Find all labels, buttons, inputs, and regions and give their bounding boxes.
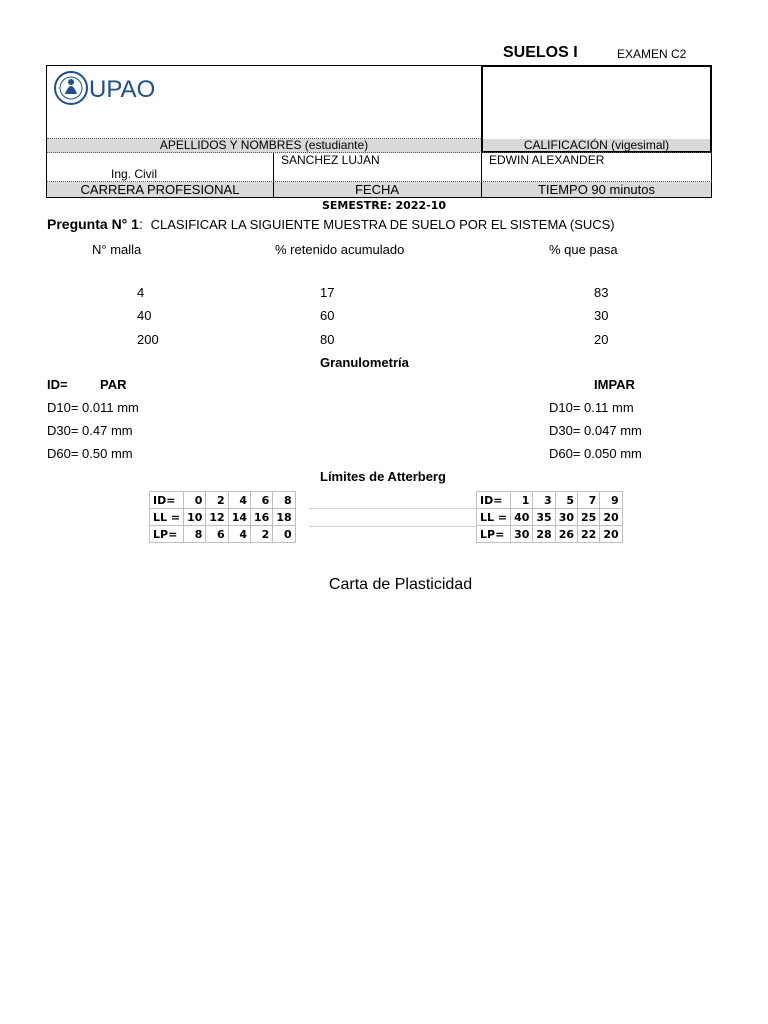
table-cell: 1 [511, 492, 533, 509]
id-row-label: ID= [150, 492, 184, 509]
ll-row-label: LL = [477, 509, 511, 526]
divider [309, 526, 477, 527]
table-cell: 4 [228, 526, 250, 543]
table-cell: 14 [228, 509, 250, 526]
table-cell: 22 [578, 526, 600, 543]
par-d30: D30= 0.47 mm [47, 423, 133, 438]
table-row [150, 492, 296, 509]
mesh-value: 40 [137, 308, 152, 323]
semester: SEMESTRE: 2022-10 [321, 199, 447, 212]
table-cell: 0 [273, 526, 295, 543]
lp-row-label: LP= [477, 526, 511, 543]
grade-label: CALIFICACIÓN (vigesimal) [523, 138, 670, 152]
ll-row-label: LL = [150, 509, 184, 526]
table-cell: 20 [600, 526, 622, 543]
divider [309, 508, 477, 509]
course-title: SUELOS I [503, 44, 578, 61]
table-cell: 30 [511, 526, 533, 543]
table-cell: 20 [600, 509, 622, 526]
logo-text: UPAO [89, 76, 156, 103]
impar-d10: D10= 0.11 mm [549, 400, 634, 415]
time-label: TIEMPO 90 minutos [537, 182, 656, 197]
question-colon: : [138, 216, 143, 232]
table-row [150, 509, 296, 526]
names-label: APELLIDOS Y NOMBRES (estudiante) [159, 138, 369, 152]
impar-label: IMPAR [594, 377, 635, 392]
table-cell: 6 [251, 492, 273, 509]
table-cell: 16 [251, 509, 273, 526]
table-cell: 4 [228, 492, 250, 509]
table-row [477, 526, 623, 543]
plasticity-chart-title: Carta de Plasticidad [328, 576, 473, 593]
col-retained: % retenido acumulado [275, 242, 405, 257]
table-cell: 10 [184, 509, 206, 526]
table-cell: 6 [206, 526, 228, 543]
granulometry-title: Granulometría [320, 355, 409, 370]
par-d10: D10= 0.011 mm [47, 400, 139, 415]
career-value: Ing. Civil [111, 167, 158, 181]
retained-value: 80 [320, 332, 335, 347]
retained-value: 17 [320, 285, 335, 300]
question-title [47, 216, 615, 232]
table-cell: 7 [578, 492, 600, 509]
table-cell: 2 [251, 526, 273, 543]
table-cell: 30 [555, 509, 577, 526]
col-mesh: N° malla [92, 242, 142, 257]
mesh-value: 200 [137, 332, 159, 347]
table-cell: 3 [533, 492, 555, 509]
upao-logo [53, 66, 173, 110]
table-cell: 26 [555, 526, 577, 543]
table-cell: 35 [533, 509, 555, 526]
career-label: CARRERA PROFESIONAL [80, 182, 240, 197]
table-row [477, 492, 623, 509]
col-passing: % que pasa [549, 242, 618, 257]
table-cell: 8 [184, 526, 206, 543]
table-cell: 40 [511, 509, 533, 526]
impar-d60: D60= 0.050 mm [549, 446, 642, 461]
exam-title: EXAMEN C2 [617, 47, 687, 61]
id-row-label: ID= [477, 492, 511, 509]
passing-value: 20 [594, 332, 609, 347]
par-d60: D60= 0.50 mm [47, 446, 133, 461]
table-cell: 12 [206, 509, 228, 526]
mesh-value: 4 [137, 285, 145, 300]
table-cell: 8 [273, 492, 295, 509]
passing-value: 83 [594, 285, 609, 300]
given-names-value: EDWIN ALEXANDER [489, 153, 605, 167]
id-label: ID= [47, 377, 68, 392]
table-cell: 18 [273, 509, 295, 526]
question-label: Pregunta N° 1 [47, 216, 139, 232]
table-cell: 9 [600, 492, 622, 509]
table-cell: 0 [184, 492, 206, 509]
table-cell: 5 [555, 492, 577, 509]
table-cell: 2 [206, 492, 228, 509]
table-cell: 28 [533, 526, 555, 543]
atterberg-title: Límites de Atterberg [320, 469, 446, 484]
table-row [150, 526, 296, 543]
atterberg-par-table [149, 491, 296, 543]
par-label: PAR [100, 377, 127, 392]
question-text: CLASIFICAR LA SIGUIENTE MUESTRA DE SUELO POR EL SISTEMA (SUCS) [150, 217, 615, 232]
impar-d30: D30= 0.047 mm [549, 423, 642, 438]
retained-value: 60 [320, 308, 335, 323]
atterberg-impar-table [476, 491, 623, 543]
date-label: FECHA [354, 182, 400, 197]
table-row [477, 509, 623, 526]
surnames-value: SANCHEZ LUJAN [281, 153, 380, 167]
lp-row-label: LP= [150, 526, 184, 543]
passing-value: 30 [594, 308, 609, 323]
table-cell: 25 [578, 509, 600, 526]
